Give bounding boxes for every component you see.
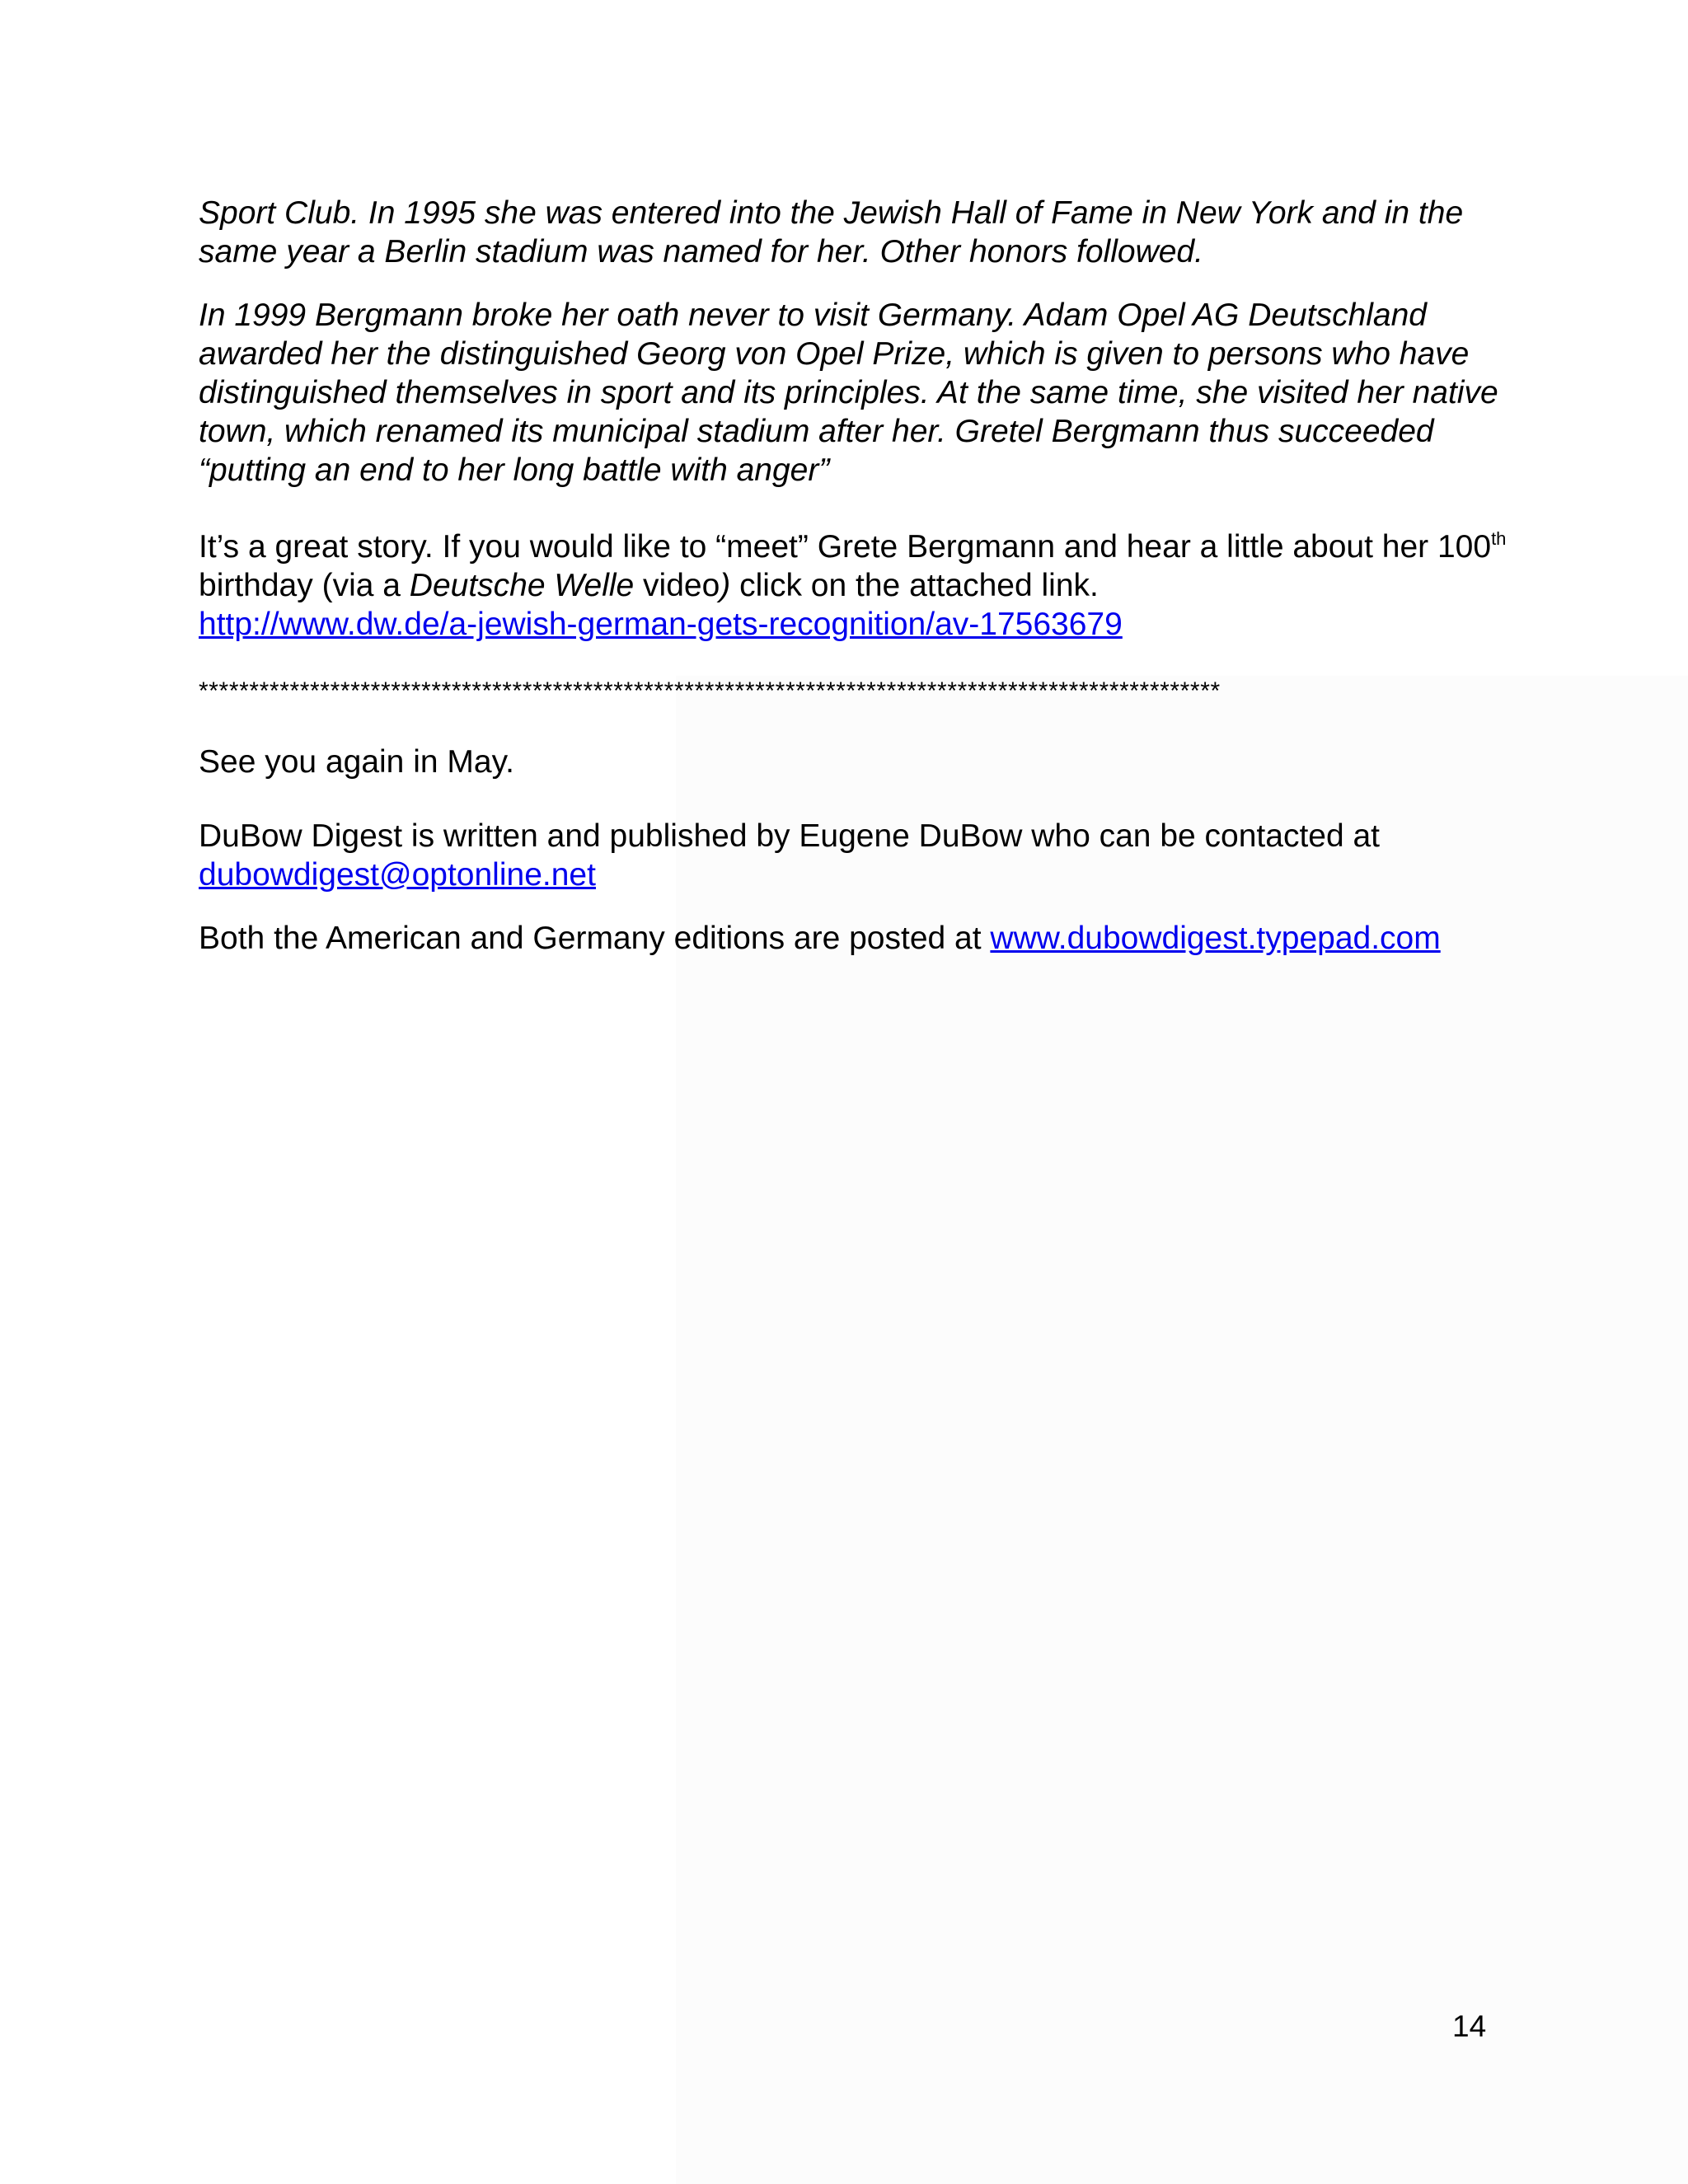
document-body: [199, 194, 1517, 958]
deutsche-welle-title: Deutsche Welle: [409, 568, 635, 603]
story-text-part1: It’s a great story. If you would like to “meet” Grete Bergmann and hear a little about her 100: [199, 529, 1492, 565]
dw-video-link[interactable]: http://www.dw.de/a-jewish-german-gets-recognition/av-17563679: [199, 607, 1123, 642]
closing-paren: ): [720, 568, 731, 603]
story-paragraph: [199, 527, 1517, 644]
email-link[interactable]: dubowdigest@optonline.net: [199, 857, 596, 893]
story-text-part2: birthday (via a: [199, 568, 410, 603]
ordinal-suffix: th: [1491, 528, 1507, 549]
editions-text: Both the American and Germany editions are posted at: [199, 921, 991, 956]
separator-line: *****************************************************************************************************: [199, 677, 1221, 705]
page-number: 14: [1452, 2009, 1487, 2043]
contact-paragraph: [199, 817, 1517, 894]
editions-paragraph: [199, 919, 1517, 958]
contact-text: DuBow Digest is written and published by Eugene DuBow who can be contacted at: [199, 818, 1381, 854]
story-text-part4: click on the attached link.: [730, 568, 1099, 603]
website-link[interactable]: www.dubowdigest.typepad.com: [990, 921, 1441, 956]
intro-paragraph: Sport Club. In 1995 she was entered into the Jewish Hall of Fame in New York and in the same year a Berlin stadium was named for her. Other honors followed.: [199, 195, 1464, 269]
closing-line: See you again in May.: [199, 744, 515, 780]
bergmann-1999-paragraph: In 1999 Bergmann broke her oath never to visit Germany. Adam Opel AG Deutschland awarded her the distinguished Georg von Opel Prize, which is given to persons who have distinguished themselves in sport and its principles. At the same time, she visited her native town, which renamed its municipal stadium after her. Gretel Bergmann thus succeeded “putting an end to her long battle with anger”: [199, 298, 1498, 488]
story-text-part3: video: [634, 568, 720, 603]
